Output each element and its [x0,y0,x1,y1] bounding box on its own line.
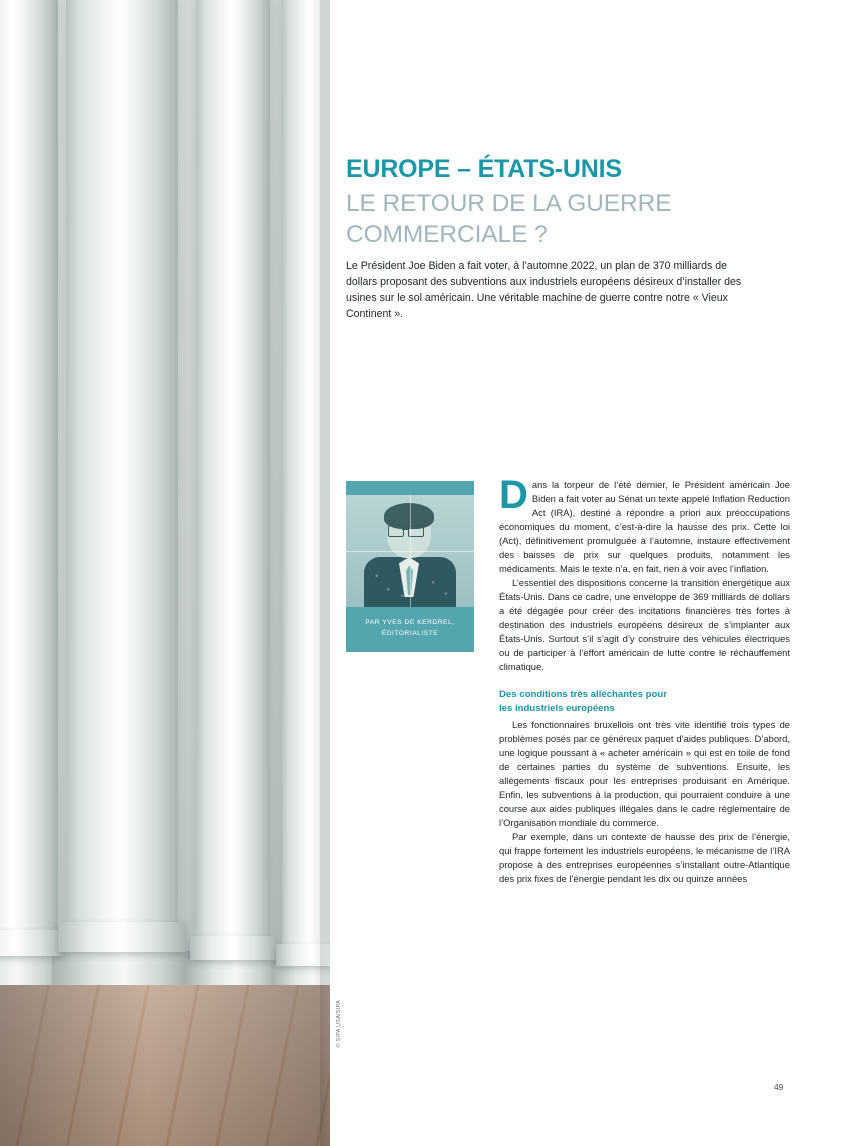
body-paragraph: Par exemple, dans un contexte de hausse des prix de l’énergie, qui frappe fortement les industriels européens, le mécanisme de l’IRA propose à des entreprises européennes s’installant outre-Atlantique des prix fixes de l’énergie pendant les dix ou quinze années [499,831,790,885]
column-plinth [58,922,186,952]
photo-credit: © SIPA USA/SIPA [336,1000,342,1048]
page-number: 49 [774,1082,784,1092]
portrait-guide-horizontal [346,551,474,552]
photo-edge-gradient [320,0,330,1146]
author-role: ÉDITORIALISTE [381,629,439,637]
body-paragraph-text: ans la torpeur de l’été dernier, le Président américain Joe Biden a fait voter au Sénat un texte appelé Inflation Reduction Act (IRA), destiné à répondre a priori aux préoccupations économiques du moment, c’est-à-dire la hausse des prix. Cette loi (Act), définitivement promulguée à l’automne, instaure effectivement des baisses de prix sur quelques produits, notamment les médicaments. Mais le texte n’a, en fait, rien à voir avec l’inflation. [499,479,790,574]
column-shaft [66,0,178,1000]
article-body [499,473,790,886]
subheading-line-1: Des conditions très alléchantes pour [499,689,667,700]
colonnade-photograph [0,0,330,1146]
headline-line-2: COMMERCIALE ? [346,221,548,249]
body-paragraph: L’essentiel des dispositions concerne la transition énergétique aux États-Unis. Dans ce cadre, une enveloppe de 369 milliards de dollars a été dégagée pour créer des incitations financières très fortes à destination des industriels européens désireux de s’implanter aux États-Unis. Surtout s’il s’agit d’y construire des véhicules électriques ou de participer à l’effort américain de lutte contre le réchauffement climatique. [499,577,790,672]
subheading-line-2: les industriels européens [499,702,615,714]
column-shaft [196,0,270,1000]
article-content [346,0,806,1146]
author-block [346,481,474,652]
column-shaft [0,0,58,1000]
headline-line-1: LE RETOUR DE LA GUERRE [346,190,672,217]
article-standfirst: Le Président Joe Biden a fait voter, à l’automne 2022, un plan de 370 milliards de dollars proposant des subventions aux industriels européens désireux d’installer des usines sur le sol américain. Une véritable machine de guerre contre notre « Vieux Continent ». [346,260,742,321]
article-kicker: EUROPE – ÉTATS-UNIS [346,155,622,183]
author-portrait [346,495,474,607]
column-plinth [190,936,276,960]
column-plinth [0,930,64,956]
body-paragraph [499,473,790,576]
author-accent-bar [346,481,474,495]
author-name: PAR YVES DE KERDREL, [365,619,455,626]
drop-cap: D [499,473,528,517]
body-paragraph: Les fonctionnaires bruxellois ont très vite identifié trois types de problèmes posés par ce généreux paquet d’aides publiques. D’abord, une logique poussant à « acheter américain » qui est en toile de fond de certaines parties du système de subventions. Ensuite, les allègements fiscaux pour les entreprises produisant en Amérique. Enfin, les subventions à la production, qui pourraient conduire à une course aux aides publiques illégales dans le cadre règlementaire de l’Organisation mondiale du commerce. [499,719,790,829]
floor-shadow [0,985,330,1146]
article-headline [346,188,746,251]
body-subheading [499,688,790,715]
author-caption [346,607,474,652]
